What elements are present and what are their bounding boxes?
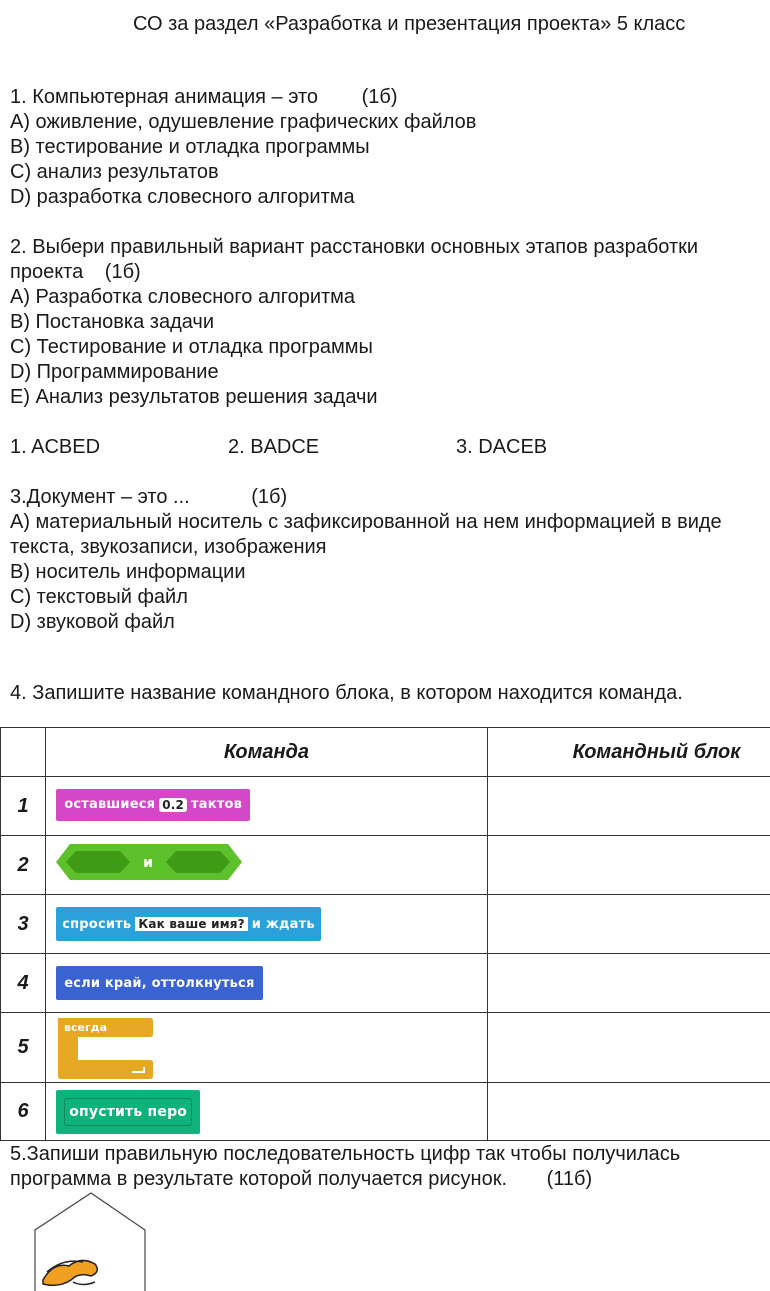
table-row bbox=[1, 895, 770, 954]
scratch-block-ask bbox=[56, 907, 321, 941]
q5-points: (11б) bbox=[546, 1168, 593, 1190]
q3-question bbox=[10, 485, 287, 510]
answer-cell[interactable] bbox=[487, 954, 770, 1013]
sprite-cat-icon bbox=[43, 1260, 97, 1285]
q2-option-d: D) Программирование bbox=[10, 361, 219, 383]
answer-cell[interactable] bbox=[487, 836, 770, 895]
table-header-row bbox=[1, 728, 770, 777]
command-cell bbox=[46, 954, 487, 1013]
q1-points: (1б) bbox=[361, 86, 398, 108]
q2-answer-3: 3. DACEB bbox=[456, 436, 548, 458]
q2-option-e: E) Анализ результатов решения задачи bbox=[10, 386, 378, 408]
scratch-block-timer bbox=[56, 789, 250, 821]
block-input: Как ваше имя? bbox=[135, 917, 247, 931]
q4-question: 4. Запишите название командного блока, в котором находится команда. bbox=[10, 682, 683, 704]
row-number: 2 bbox=[1, 836, 46, 895]
block-text: и bbox=[143, 855, 154, 871]
q3-question-text: 3.Документ – это ... bbox=[10, 486, 190, 508]
row-number: 6 bbox=[1, 1083, 46, 1141]
command-cell bbox=[46, 1013, 487, 1083]
block-text: оставшиеся bbox=[64, 797, 156, 813]
q3-option-d: D) звуковой файл bbox=[10, 611, 175, 633]
and-block-slot-right bbox=[166, 851, 230, 873]
block-text: тактов bbox=[191, 797, 243, 813]
q3-points: (1б) bbox=[251, 486, 288, 508]
q1-option-c: C) анализ результатов bbox=[10, 161, 219, 183]
q3-option-a: A) материальный носитель с зафиксированной на нем информацией в виде bbox=[10, 511, 722, 533]
table-row bbox=[1, 1083, 770, 1141]
q2-option-b: B) Постановка задачи bbox=[10, 311, 215, 333]
answer-cell[interactable] bbox=[487, 1013, 770, 1083]
command-cell bbox=[46, 895, 487, 954]
scratch-block-bounce bbox=[56, 966, 262, 1000]
q1-option-d: D) разработка словесного алгоритма bbox=[10, 186, 355, 208]
q2-answer-2: 2. BADCE bbox=[228, 436, 320, 458]
q2-question-line2 bbox=[10, 260, 141, 285]
answer-cell[interactable] bbox=[487, 1083, 770, 1141]
q2-question-text: проекта bbox=[10, 261, 84, 283]
q3-option-b: B) носитель информации bbox=[10, 561, 246, 583]
row-number: 3 bbox=[1, 895, 46, 954]
q1-option-a: A) оживление, одушевление графических файлов bbox=[10, 111, 477, 133]
q2-answer-1: 1. ACBED bbox=[10, 436, 101, 458]
commands-table bbox=[0, 727, 770, 1141]
and-block-slot-left bbox=[66, 851, 130, 873]
block-input: 0.2 bbox=[159, 798, 187, 812]
table-row bbox=[1, 777, 770, 836]
q1-option-b: B) тестирование и отладка программы bbox=[10, 136, 370, 158]
q2-question-line1: 2. Выбери правильный вариант расстановки основных этапов разработки bbox=[10, 236, 699, 258]
block-text: всегда bbox=[64, 1020, 108, 1034]
block-text: если край, оттолкнуться bbox=[64, 975, 255, 991]
block-text: и ждать bbox=[251, 916, 315, 932]
q3-option-a-cont: текста, звукозаписи, изображения bbox=[10, 536, 327, 558]
scratch-block-pen-down bbox=[56, 1090, 200, 1134]
scratch-block-and bbox=[56, 844, 242, 880]
table-row bbox=[1, 1013, 770, 1083]
row-number: 4 bbox=[1, 954, 46, 1013]
q5-text: программа в результате которой получается рисунок. bbox=[10, 1168, 508, 1190]
table-row bbox=[1, 954, 770, 1013]
table-row bbox=[1, 836, 770, 895]
q3-option-c: C) текстовый файл bbox=[10, 586, 188, 608]
header-block: Командный блок bbox=[487, 728, 770, 777]
q5-line2 bbox=[10, 1167, 592, 1192]
page-title: СО за раздел «Разработка и презентация проекта» 5 класс bbox=[133, 13, 686, 35]
q5-line1: 5.Запиши правильную последовательность цифр так чтобы получилась bbox=[10, 1143, 681, 1165]
q2-points: (1б) bbox=[104, 261, 141, 283]
answer-cell[interactable] bbox=[487, 777, 770, 836]
q2-option-c: C) Тестирование и отладка программы bbox=[10, 336, 373, 358]
scratch-block-forever bbox=[56, 1016, 156, 1080]
command-cell bbox=[46, 777, 487, 836]
q2-option-a: A) Разработка словесного алгоритма bbox=[10, 286, 356, 308]
answer-cell[interactable] bbox=[487, 895, 770, 954]
header-num-cell bbox=[1, 728, 46, 777]
block-text: опустить перо bbox=[64, 1098, 192, 1126]
block-text: спросить bbox=[62, 916, 132, 932]
q1-question bbox=[10, 85, 398, 110]
header-command: Команда bbox=[46, 728, 487, 777]
command-cell bbox=[46, 836, 487, 895]
q1-question-text: 1. Компьютерная анимация – это bbox=[10, 86, 319, 108]
row-number: 1 bbox=[1, 777, 46, 836]
command-cell bbox=[46, 1083, 487, 1141]
row-number: 5 bbox=[1, 1013, 46, 1083]
drawing-figure bbox=[33, 1192, 148, 1291]
